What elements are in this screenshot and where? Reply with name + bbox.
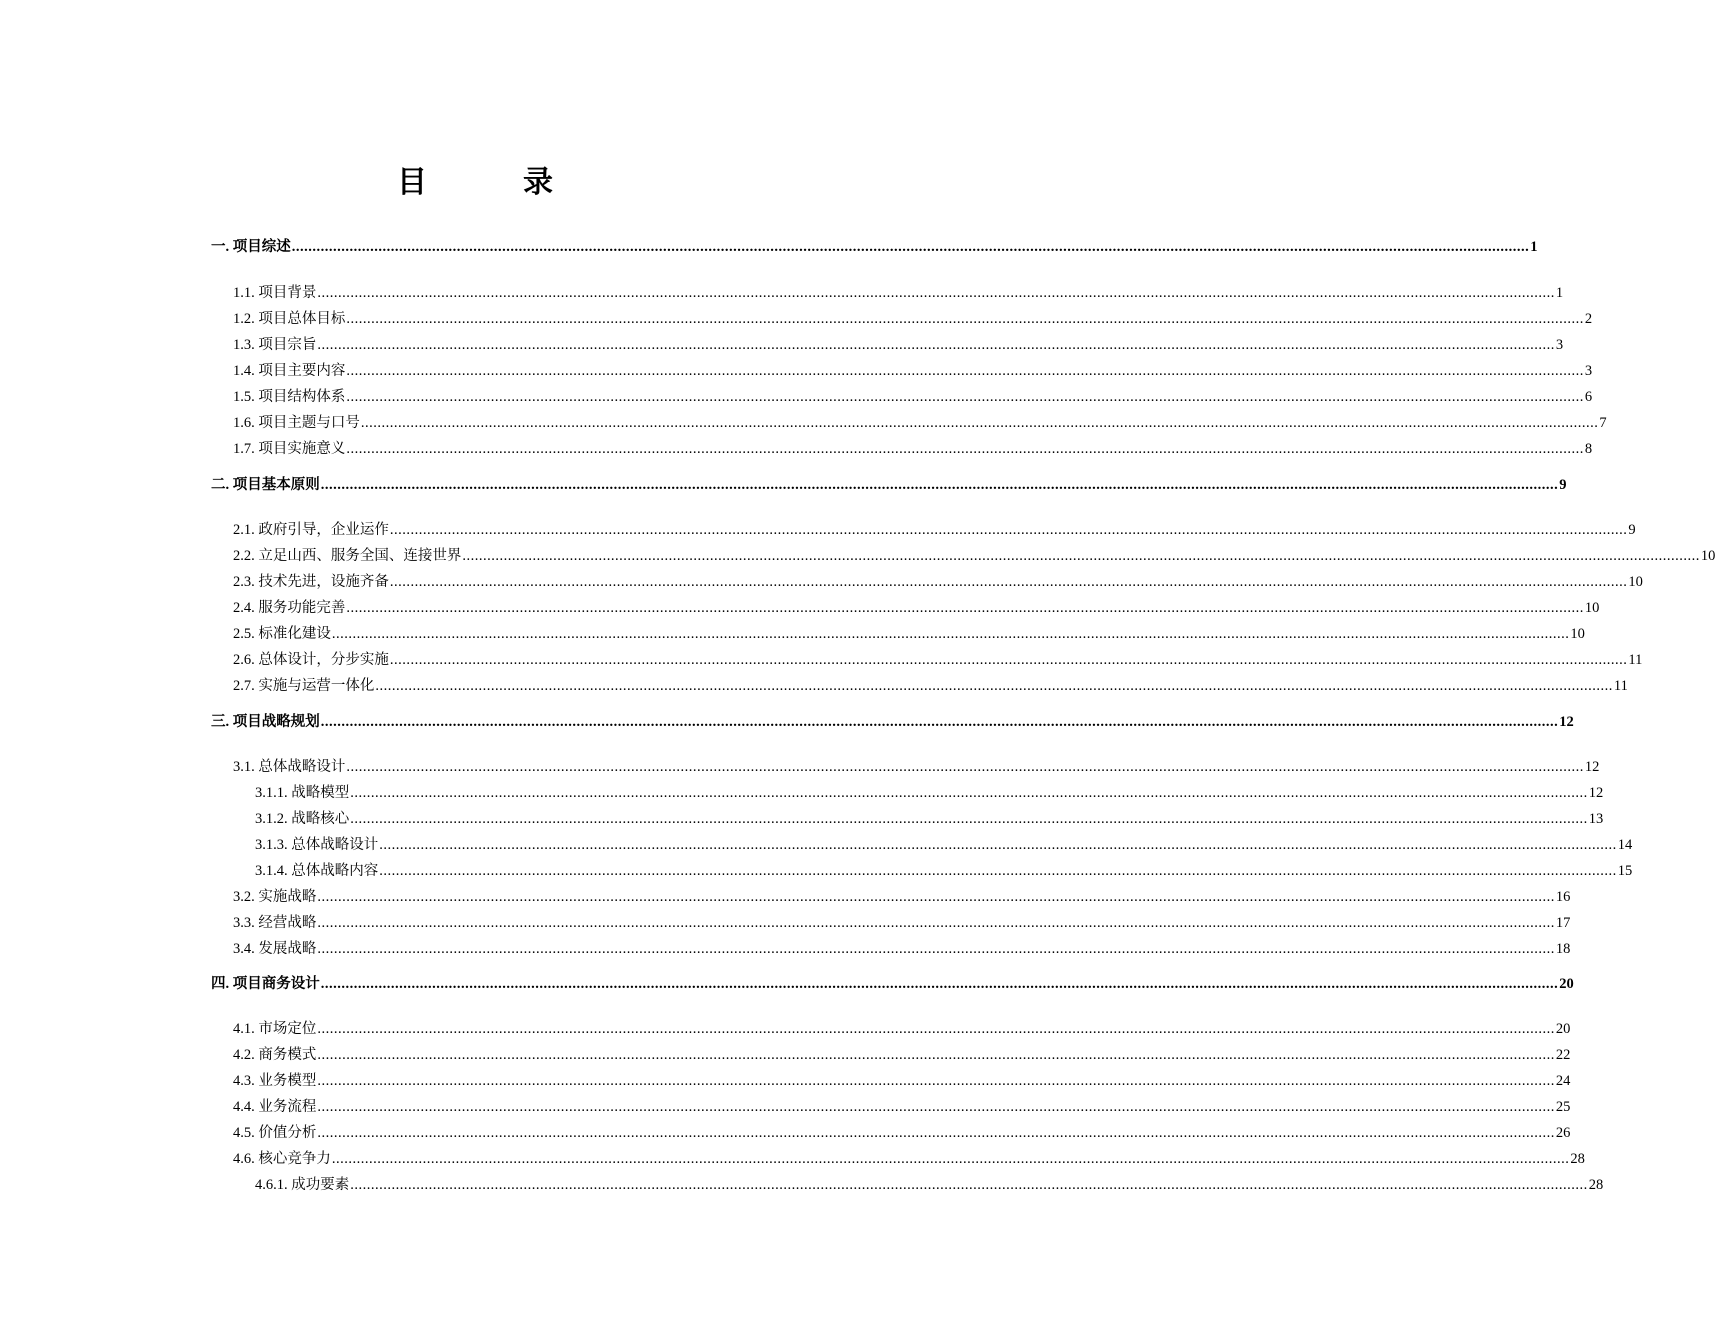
title-char-left: 目 [397, 165, 427, 200]
toc-leader-dots: ............................................................................................................................................................................................................................................................................................................ [317, 941, 1555, 957]
toc-leader-dots: ............................................................................................................................................................................................................................................................................................................ [317, 1099, 1555, 1115]
toc-section[interactable] [233, 1018, 1571, 1038]
toc-page-number: 16 [1555, 889, 1571, 905]
toc-page-number: 3 [1584, 363, 1593, 379]
toc-leader-dots: ............................................................................................................................................................................................................................................................................................................ [389, 574, 1628, 590]
toc-leader-dots: ............................................................................................................................................................................................................................................................................................................ [360, 415, 1599, 431]
toc-label: 4.6. 核心竞争力 [233, 1151, 331, 1167]
toc-page-number: 18 [1555, 941, 1571, 957]
title-char-right: 录 [523, 165, 553, 200]
toc-label: 2.7. 实施与运营一体化 [233, 678, 375, 694]
toc-section[interactable] [233, 308, 1593, 328]
toc-section[interactable] [233, 412, 1607, 432]
toc-label: 3.1.2. 战略核心 [255, 811, 350, 827]
toc-leader-dots: ............................................................................................................................................................................................................................................................................................................ [389, 652, 1628, 668]
toc-label: 三. 项目战略规划 [211, 714, 320, 730]
toc-section[interactable] [233, 282, 1564, 302]
toc-label: 4.1. 市场定位 [233, 1021, 317, 1037]
toc-label: 1.7. 项目实施意义 [233, 441, 346, 457]
toc-leader-dots: ............................................................................................................................................................................................................................................................................................................ [317, 285, 1555, 301]
toc-section[interactable] [233, 386, 1593, 406]
toc-chapter[interactable] [211, 711, 1574, 731]
toc-leader-dots: ............................................................................................................................................................................................................................................................................................................ [320, 976, 1559, 992]
toc-section[interactable] [233, 360, 1593, 380]
toc-label: 2.2. 立足山西、服务全国、连接世界 [233, 548, 462, 564]
toc-label: 4.4. 业务流程 [233, 1099, 317, 1115]
toc-page-number: 10 [1584, 600, 1600, 616]
toc-label: 1.3. 项目宗旨 [233, 337, 317, 353]
toc-leader-dots: ............................................................................................................................................................................................................................................................................................................ [331, 626, 1570, 642]
toc-page-number: 25 [1555, 1099, 1571, 1115]
toc-label: 二. 项目基本原则 [211, 477, 320, 493]
toc-label: 4.2. 商务模式 [233, 1047, 317, 1063]
toc-leader-dots: ............................................................................................................................................................................................................................................................................................................ [389, 522, 1628, 538]
toc-subsection[interactable] [255, 834, 1633, 854]
toc-page-number: 20 [1555, 1021, 1571, 1037]
page-title [0, 157, 950, 201]
toc-section[interactable] [233, 545, 1715, 565]
toc-section[interactable] [233, 597, 1600, 617]
toc-leader-dots: ............................................................................................................................................................................................................................................................................................................ [346, 759, 1584, 775]
toc-leader-dots: ............................................................................................................................................................................................................................................................................................................ [320, 477, 1559, 493]
toc-section[interactable] [233, 912, 1571, 932]
toc-section[interactable] [233, 1096, 1571, 1116]
toc-section[interactable] [233, 438, 1593, 458]
toc-section[interactable] [233, 1070, 1571, 1090]
toc-page-number: 1 [1555, 285, 1564, 301]
toc-leader-dots: ............................................................................................................................................................................................................................................................................................................ [317, 1047, 1555, 1063]
toc-leader-dots: ............................................................................................................................................................................................................................................................................................................ [346, 311, 1584, 327]
toc-page-number: 3 [1555, 337, 1564, 353]
toc-chapter[interactable] [211, 474, 1567, 494]
toc-page-number: 1 [1530, 239, 1538, 255]
toc-page-number: 11 [1613, 678, 1628, 694]
toc-page-number: 17 [1555, 915, 1571, 931]
toc-label: 2.5. 标准化建设 [233, 626, 331, 642]
toc-leader-dots: ............................................................................................................................................................................................................................................................................................................ [320, 714, 1559, 730]
toc-page-number: 9 [1628, 522, 1636, 538]
toc-label: 4.5. 价值分析 [233, 1125, 317, 1141]
toc-section[interactable] [233, 649, 1643, 669]
toc-page-number: 10 [1700, 548, 1715, 564]
toc-label: 2.3. 技术先进，设施齐备 [233, 574, 389, 590]
toc-label: 四. 项目商务设计 [211, 976, 320, 992]
toc-leader-dots: ............................................................................................................................................................................................................................................................................................................ [379, 837, 1617, 853]
toc-page-number: 7 [1599, 415, 1607, 431]
toc-section[interactable] [233, 886, 1571, 906]
toc-section[interactable] [233, 675, 1628, 695]
toc-label: 3.4. 发展战略 [233, 941, 317, 957]
toc-page-number: 6 [1584, 389, 1593, 405]
toc-label: 1.4. 项目主要内容 [233, 363, 346, 379]
toc-leader-dots: ............................................................................................................................................................................................................................................................................................................ [350, 811, 1588, 827]
toc-page-number: 11 [1628, 652, 1643, 668]
toc-leader-dots: ............................................................................................................................................................................................................................................................................................................ [375, 678, 1613, 694]
toc-section[interactable] [233, 1148, 1585, 1168]
toc-subsection[interactable] [255, 782, 1604, 802]
toc-section[interactable] [233, 1122, 1571, 1142]
toc-label: 1.5. 项目结构体系 [233, 389, 346, 405]
toc-label: 3.1. 总体战略设计 [233, 759, 346, 775]
toc-leader-dots: ............................................................................................................................................................................................................................................................................................................ [350, 1177, 1588, 1193]
toc-leader-dots: ............................................................................................................................................................................................................................................................................................................ [346, 389, 1584, 405]
toc-subsection[interactable] [255, 1174, 1604, 1194]
toc-section[interactable] [233, 334, 1564, 354]
toc-page-number: 26 [1555, 1125, 1571, 1141]
toc-leader-dots: ............................................................................................................................................................................................................................................................................................................ [379, 863, 1617, 879]
toc-leader-dots: ............................................................................................................................................................................................................................................................................................................ [317, 1073, 1555, 1089]
toc-page-number: 2 [1584, 311, 1593, 327]
toc-page-number: 13 [1588, 811, 1604, 827]
toc-page-number: 22 [1555, 1047, 1571, 1063]
toc-page-number: 20 [1559, 976, 1574, 992]
toc-section[interactable] [233, 623, 1585, 643]
toc-chapter[interactable] [211, 236, 1538, 256]
toc-leader-dots: ............................................................................................................................................................................................................................................................................................................ [317, 889, 1555, 905]
toc-label: 3.2. 实施战略 [233, 889, 317, 905]
toc-page-number: 28 [1570, 1151, 1585, 1167]
toc-label: 1.2. 项目总体目标 [233, 311, 346, 327]
toc-leader-dots: ............................................................................................................................................................................................................................................................................................................ [317, 1021, 1555, 1037]
toc-page-number: 10 [1570, 626, 1585, 642]
toc-leader-dots: ............................................................................................................................................................................................................................................................................................................ [317, 337, 1555, 353]
toc-page-number: 8 [1584, 441, 1593, 457]
toc-label: 1.1. 项目背景 [233, 285, 317, 301]
toc-section[interactable] [233, 571, 1643, 591]
toc-section[interactable] [233, 519, 1636, 539]
toc-leader-dots: ............................................................................................................................................................................................................................................................................................................ [317, 1125, 1555, 1141]
toc-label: 3.1.1. 战略模型 [255, 785, 350, 801]
toc-page-number: 12 [1559, 714, 1574, 730]
toc-label: 3.1.3. 总体战略设计 [255, 837, 379, 853]
toc-leader-dots: ............................................................................................................................................................................................................................................................................................................ [331, 1151, 1570, 1167]
toc-leader-dots: ............................................................................................................................................................................................................................................................................................................ [462, 548, 1700, 564]
toc-page-number: 14 [1617, 837, 1633, 853]
toc-section[interactable] [233, 756, 1600, 776]
toc-leader-dots: ............................................................................................................................................................................................................................................................................................................ [346, 441, 1584, 457]
toc-label: 3.1.4. 总体战略内容 [255, 863, 379, 879]
toc-label: 2.4. 服务功能完善 [233, 600, 346, 616]
toc-section[interactable] [233, 1044, 1571, 1064]
toc-subsection[interactable] [255, 860, 1633, 880]
toc-page-number: 24 [1555, 1073, 1571, 1089]
toc-page-number: 12 [1588, 785, 1604, 801]
toc-leader-dots: ............................................................................................................................................................................................................................................................................................................ [350, 785, 1588, 801]
toc-label: 3.3. 经营战略 [233, 915, 317, 931]
toc-label: 2.6. 总体设计，分步实施 [233, 652, 389, 668]
toc-subsection[interactable] [255, 808, 1604, 828]
toc-leader-dots: ............................................................................................................................................................................................................................................................................................................ [346, 600, 1584, 616]
toc-label: 一. 项目综述 [211, 239, 291, 255]
toc-page-number: 10 [1628, 574, 1643, 590]
toc-page-number: 9 [1559, 477, 1567, 493]
toc-leader-dots: ............................................................................................................................................................................................................................................................................................................ [346, 363, 1584, 379]
toc-page-number: 12 [1584, 759, 1600, 775]
toc-leader-dots: ............................................................................................................................................................................................................................................................................................................ [291, 239, 1530, 255]
toc-section[interactable] [233, 938, 1571, 958]
toc-leader-dots: ............................................................................................................................................................................................................................................................................................................ [317, 915, 1555, 931]
toc-chapter[interactable] [211, 973, 1574, 993]
toc-page-number: 28 [1588, 1177, 1604, 1193]
toc-label: 1.6. 项目主题与口号 [233, 415, 360, 431]
toc-page-number: 15 [1617, 863, 1633, 879]
toc-label: 2.1. 政府引导，企业运作 [233, 522, 389, 538]
toc-label: 4.6.1. 成功要素 [255, 1177, 350, 1193]
toc-label: 4.3. 业务模型 [233, 1073, 317, 1089]
